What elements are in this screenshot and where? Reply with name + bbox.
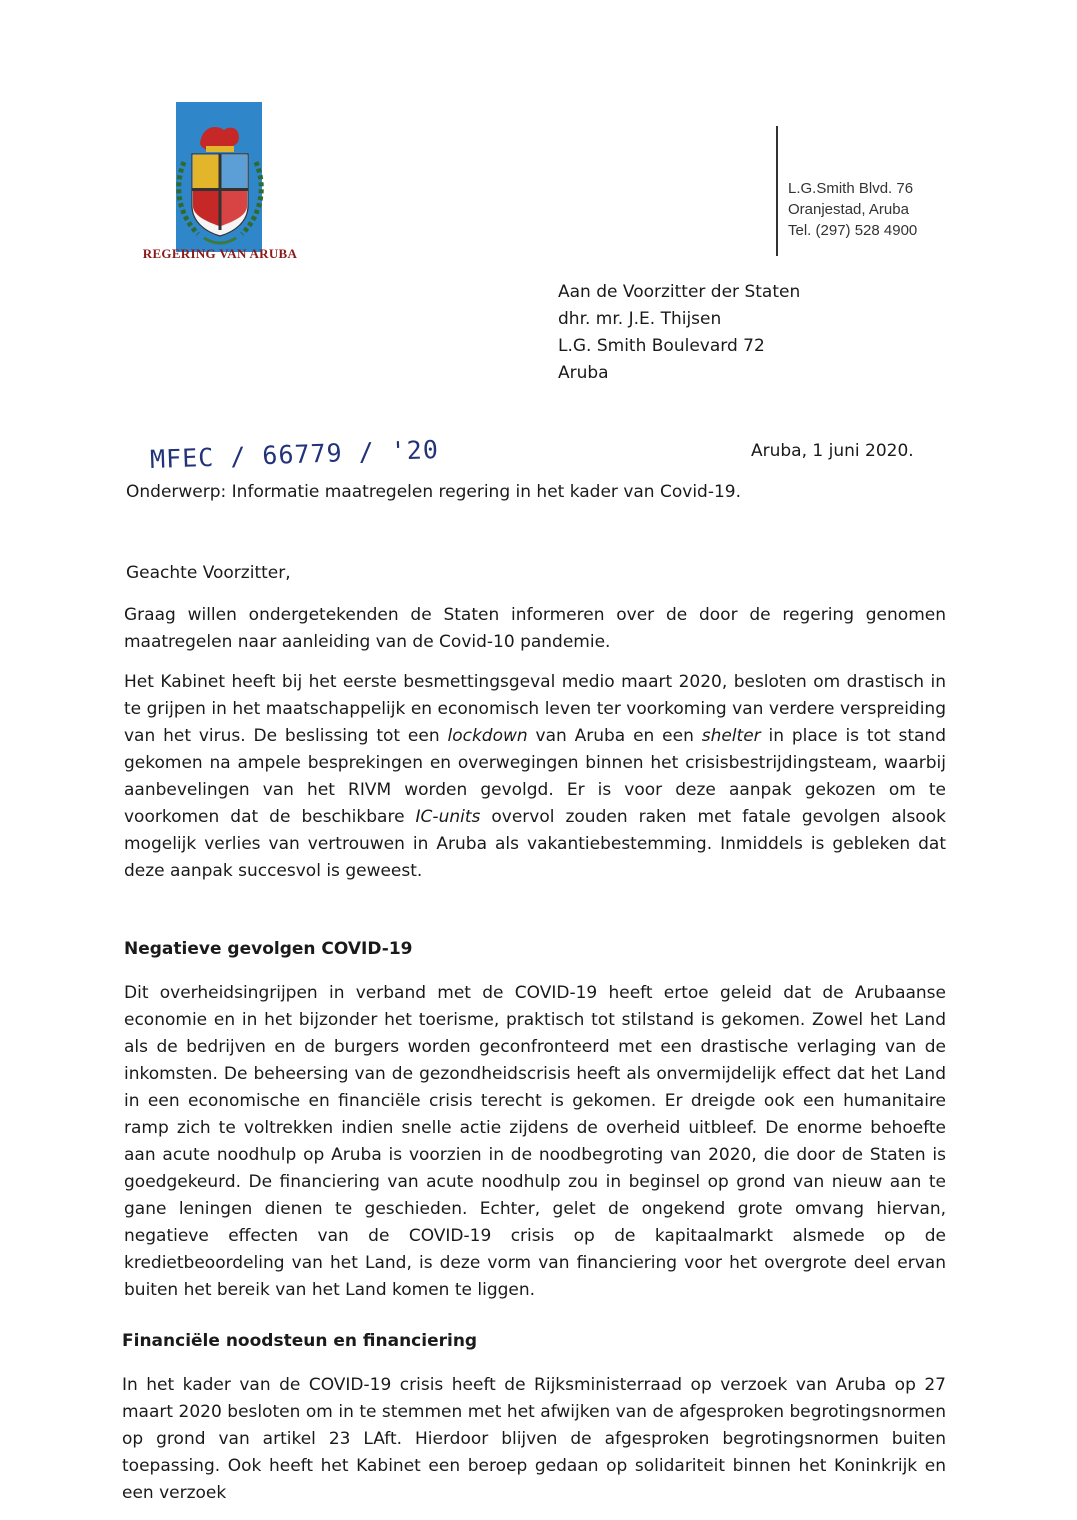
letterhead-divider [776,126,778,256]
body-paragraph-1: Graag willen ondergetekenden de Staten informeren over de door de regering genomen maatregelen naar aanleiding van de Covid-10 pandemie. [124,605,946,652]
address-city: Oranjestad, Aruba [788,201,909,218]
paragraph-2-text-d: overvol zouden raken met fatale gevolgen alsook mogelijk verlies van vertrouwen in Aruba als vakantiebestemming. Inmiddels is gebleken dat deze aanpak succesvol is geweest. [124,807,946,881]
recipient-line-4: Aruba [558,363,609,383]
body-paragraph-3: Dit overheidsingrijpen in verband met de COVID-19 heeft ertoe geleid dat de Arubaanse economie en in het bijzonder het toerisme, praktisch tot stilstand is gekomen. Zowel het Land als de bedrijven en de burgers worden geconfronteerd met een drastische verlaging van de inkomsten. De beheersing van de gezondheidscrisis heeft als onvermijdelijk effect dat het Land in een economische en financiële crisis terecht is gekomen. Er dreigde ook een humanitaire ramp zich te voltrekken indien snelle actie zijdens de overheid uitbleef. De enorme behoefte aan acute noodhulp op Aruba is voorzien in de noodbegroting van 2020, die door de Staten is goedgekeurd. De financiering van acute noodhulp zou in beginsel op grond van nieuw aan te gane leningen dienen te geschieden. Echter, gelet de ongekend grote omvang hiervan, negatieve effecten van de COVID-19 crisis op de kapitaalmarkt alsmede op de kredietbeoordeling van het Land, is deze vorm van financiering voor het overgrote deel ervan buiten het bereik van het Land komen te liggen. [124,983,946,1300]
government-name: REGERING VAN ARUBA [142,246,298,261]
coat-of-arms-emblem [168,102,270,252]
recipient-line-1: Aan de Voorzitter der Staten [558,282,801,302]
letter-subject: Onderwerp: Informatie maatregelen regering in het kader van Covid-19. [126,482,741,502]
section-heading-financial-support: Financiële noodsteun en financiering [122,1331,478,1351]
lockdown-emphasis: lockdown [447,726,528,746]
paragraph-2-text-a: Het Kabinet heeft bij het eerste besmettingsgeval medio maart 2020, besloten om drastisch in te grijpen in het maatschappelijk en economisch leven ter voorkoming van verdere verspreiding van het virus. De beslissing tot een [124,672,946,746]
paragraph-2-text-c: in place is tot stand gekomen na ampele besprekingen en overwegingen binnen het crisisbestrijdingsteam, waarbij aanbevelingen van het RIVM worden gevolgd. Er is voor deze aanpak gekozen om te voorkomen dat de beschikbare [124,726,946,827]
recipient-line-2: dhr. mr. J.E. Thijsen [558,309,722,329]
paragraph-2-text-b: van Aruba en een [527,726,702,746]
recipient-line-3: L.G. Smith Boulevard 72 [558,336,765,356]
recipient-block [558,279,800,387]
letter-salutation: Geachte Voorzitter, [126,563,291,583]
letter-date: Aruba, 1 juni 2020. [751,441,914,461]
body-paragraph-2 [124,669,946,885]
address-street: L.G.Smith Blvd. 76 [788,180,914,197]
letterhead-address [788,178,917,241]
shelter-emphasis: shelter [701,726,761,746]
body-paragraph-4: In het kader van de COVID-19 crisis heeft de Rijksministerraad op verzoek van Aruba op 27 maart 2020 besloten om in te stemmen met het afwijken van de afgesproken begrotingsnormen op grond van artikel 23 LAft. Hierdoor blijven de afgesproken begrotingsnormen buiten toepassing. Ook heeft het Kabinet een beroep gedaan op solidariteit binnen het Koninkrijk en een verzoek [122,1375,946,1503]
address-phone: Tel. (297) 528 4900 [788,222,918,239]
ic-units-emphasis: IC-units [415,807,481,827]
handwritten-reference-number: MFEC / 66779 / '20 [149,434,440,475]
section-heading-negative-effects: Negatieve gevolgen COVID-19 [124,939,413,959]
